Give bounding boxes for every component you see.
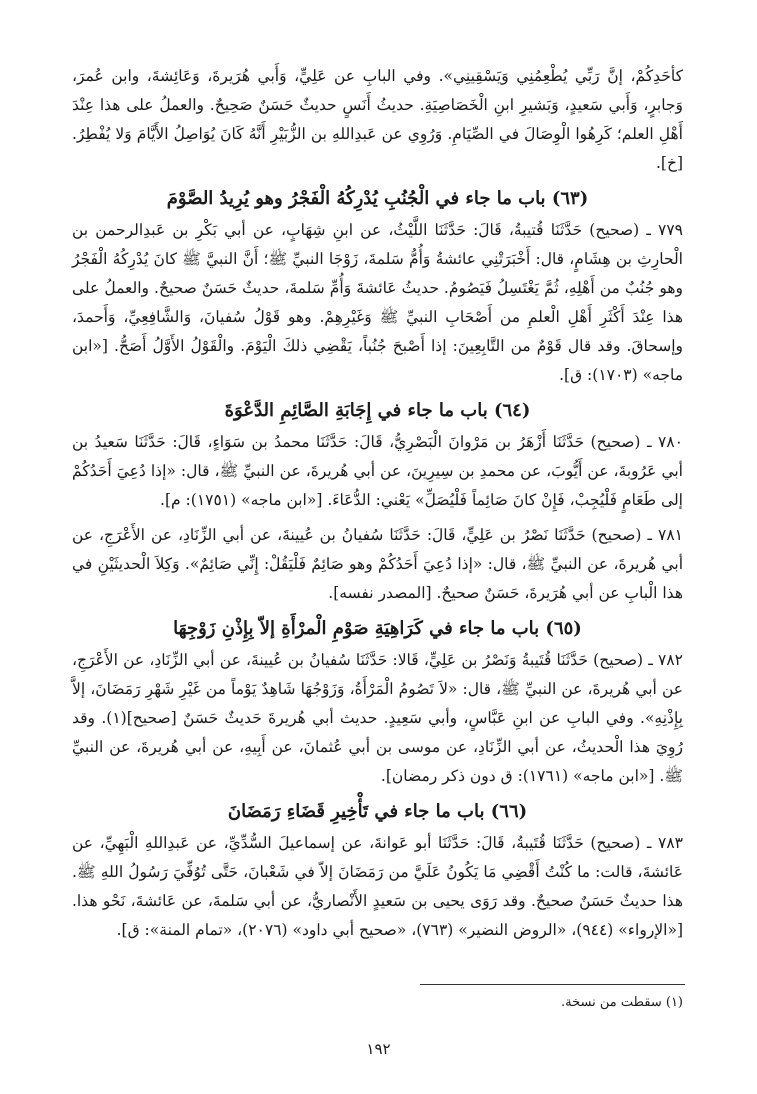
chapter-heading-64: (٦٤) باب ما جاء في إِجَابَةِ الصَّائِمِ الدَّعْوَةَ [224, 400, 531, 421]
footnote-divider [420, 984, 685, 985]
hadith-779: ٧٧٩ ـ (صحيح) حَدَّثَنَا قُتيبةُ، قَالَ: حَدَّثَنَا اللَّيْثُ، عن ابنِ شِهَابٍ، عن أبي بَكْرِ بن عَبدِالرحمن بن الْحارِثِ بن هِشَامٍ، قال: أَخْبَرَتْنِي عائشةُ وَأُمُّ سَلمةَ، زَوْجَا النبيِّ ﷺ؛ أَنَّ النبيَّ ﷺ كانَ يُدْرِكُهُ الْفَجْرُ وهو جُنُبٌ من أَهْلِهِ، ثُمَّ يَغْتَسِلُ فَيَصُومُ. حديثُ عَائشةَ وَأُمِّ سَلمةَ، حديثٌ حَسَنٌ صحيحٌ. والعملُ على هذا عِنْدَ أَكْثَرِ أَهْلِ الْعلمِ من أَصْحَابِ النبيِّ ﷺ وَغَيْرِهِمْ. وهو قَوْلُ سُفيانَ، وَالشَّافِعِيِّ، وَأَحمدَ، وإسحاقَ. وقد قال قَوْمٌ من التَّابِعِينَ: إذا أَصْبحَ جُنُباً، يَقْضِي ذلكَ الْيَوْمَ. والْقَوْلُ الأَوَّلُ أَصَحُّ. [«ابن ماجه» (١٧٠٣): ق]. [72, 221, 683, 384]
chapter-heading-63: (٦٣) باب ما جاء في الْجُنُبِ يُدْرِكُهُ الْفَجْرُ وهو يُرِيدُ الصَّوْمَ [166, 188, 589, 209]
chapter-heading-65: (٦٥) باب ما جاء في كَرَاهِيَةِ صَوْمِ الْمرْأَةِ إلاّ بِإِذْنِ زَوْجِهَا [173, 618, 582, 639]
hadith-780: ٧٨٠ ـ (صحيح) حَدَّثَنَا أَزْهَرُ بن مَرْوانَ الْبَصْرِيُّ، قَالَ: حَدَّثَنَا محمدُ بن سَوَاءٍ، قَالَ: حَدَّثَنَا سَعيدُ بن أبي عَرُوبةَ، عن أَيُّوبَ، عن محمدِ بن سِيرِينَ، عن أبي هُريرةَ، عن النبيِّ ﷺ، قال: «إذا دُعِيَ أَحَدُكُمْ إلى طَعَامٍ فَلْيُجِبْ، فَإِنْ كانَ صَائِماً فَلْيُصَلِّ» يَعْني: الدُّعَاءَ. [«ابن ماجه» (١٧٥١): م]. [72, 433, 683, 509]
page-number: ١٩٢ [366, 1040, 391, 1058]
hadith-782: ٧٨٢ ـ (صحيح) حَدَّثَنَا قُتَيبةُ وَنَصْرُ بن عَلِيٍّ، قَالا: حَدَّثَنَا سُفيانُ بن عُيينةَ، عن أبي الزِّنَادِ، عن الأَعْرَجِ، عن أبي هُريرةَ، عن النبيِّ ﷺ، قال: «لاَ تَصُومُ الْمَرْأَةُ، وَزَوْجُهَا شَاهِدٌ يَوْماً من غَيْرِ شَهْرِ رَمَضَانَ، إلاَّ بِإِذْنِهِ». وفي البابِ عن ابنِ عَبَّاسٍ، وأبي سَعِيدٍ. حديث أبي هُريرةَ حَديثٌ حَسَنٌ [صحيح](١). وقد رُوِيَ هذا الْحديثُ، عن أبي الزِّنَادِ، عن موسى بن أبي عُثمانَ، عن أَبِيهِ، عن أبي هُريرةَ، عن النبيِّ ﷺ. [«ابن ماجه» (١٧٦١): ق دون ذكر رمضان]. [72, 651, 683, 785]
hadith-783: ٧٨٣ ـ (صحيح) حَدَّثَنَا قُتَيبةُ، قَالَ: حَدَّثَنَا أبو عَوانةَ، عن إسماعيلَ السُّدِّيِّ، عن عَبدِاللهِ الْبَهِيِّ، عن عَائشةَ، قالت: ما كُنْتُ أَقْضِي مَا يَكُونُ عَلَيَّ من رَمَضَانَ إلاّ في شَعْبانَ، حَتَّى تُوُفِّيَ رَسُولُ اللهِ ﷺ. هذا حديثٌ حَسَنٌ صحيحٌ. وقد رَوَى يحيى بن سَعيدٍ الأَنْصاريُّ، عن أبي سَلمةَ، عن عَائشةَ، نَحْو هذا. [«الإرواء» (٩٤٤)، «الروض النضير» (٧٦٣)، «صحيح أبي داود» (٢٠٧٦)، «تمام المنة»: ق]. [72, 834, 683, 939]
hadith-781: ٧٨١ ـ (صحيح) حَدَّثَنَا نَصْرُ بن عَلِيٍّ، قَالَ: حَدَّثَنَا سُفيانُ بن عُيينةَ، عن أبي الزِّنَادِ، عن الأَعْرَجِ، عن أبي هُريرةَ، عن النبيِّ ﷺ، قال: «إذا دُعِيَ أَحَدُكُمْ وهو صَائِمٌ فَلْيَقُلْ: إِنِّي صَائِمٌ». وَكِلاَ الْحديثَيْنِ في هذا الْبابِ عن أبي هُرَيرةَ، حَسَنٌ صحيحٌ. [المصدر نفسه]. [72, 526, 683, 602]
paragraph-intro: كأحَدِكُمْ، إنَّ رَبِّي يُطْعِمُنِي وَيَسْقِينِي». وفي البابِ عن عَلِيٍّ، وَأَبي هُرَيرةَ، وَعَائِشةَ، وابن عُمرَ، وَجابرٍ، وَأَبي سَعيدٍ، وَبَشيرِ ابنِ الْخَصَاصِيَةِ. حديثُ أَنَسٍ حديثٌ حَسَنٌ صَحِيحٌ. والعملُ على هذا عِنْدَ أَهْلِ العلم؛ كَرِهُوا الْوِصَالَ في الصِّيَامِ. وَرُوِي عن عَبدِاللهِ بن الزُّبَيْرِ أَنَّهُ كَانَ يُوَاصِلُ الأَيَّامَ وَلا يُفْطِرُ. [خ]. [72, 67, 683, 172]
chapter-heading-66: (٦٦) باب ما جاء في تَأْخِيرِ قَضَاءِ رَمَضَانَ [227, 801, 528, 822]
footnote: (١) سقطت من نسخة. [561, 995, 683, 1010]
